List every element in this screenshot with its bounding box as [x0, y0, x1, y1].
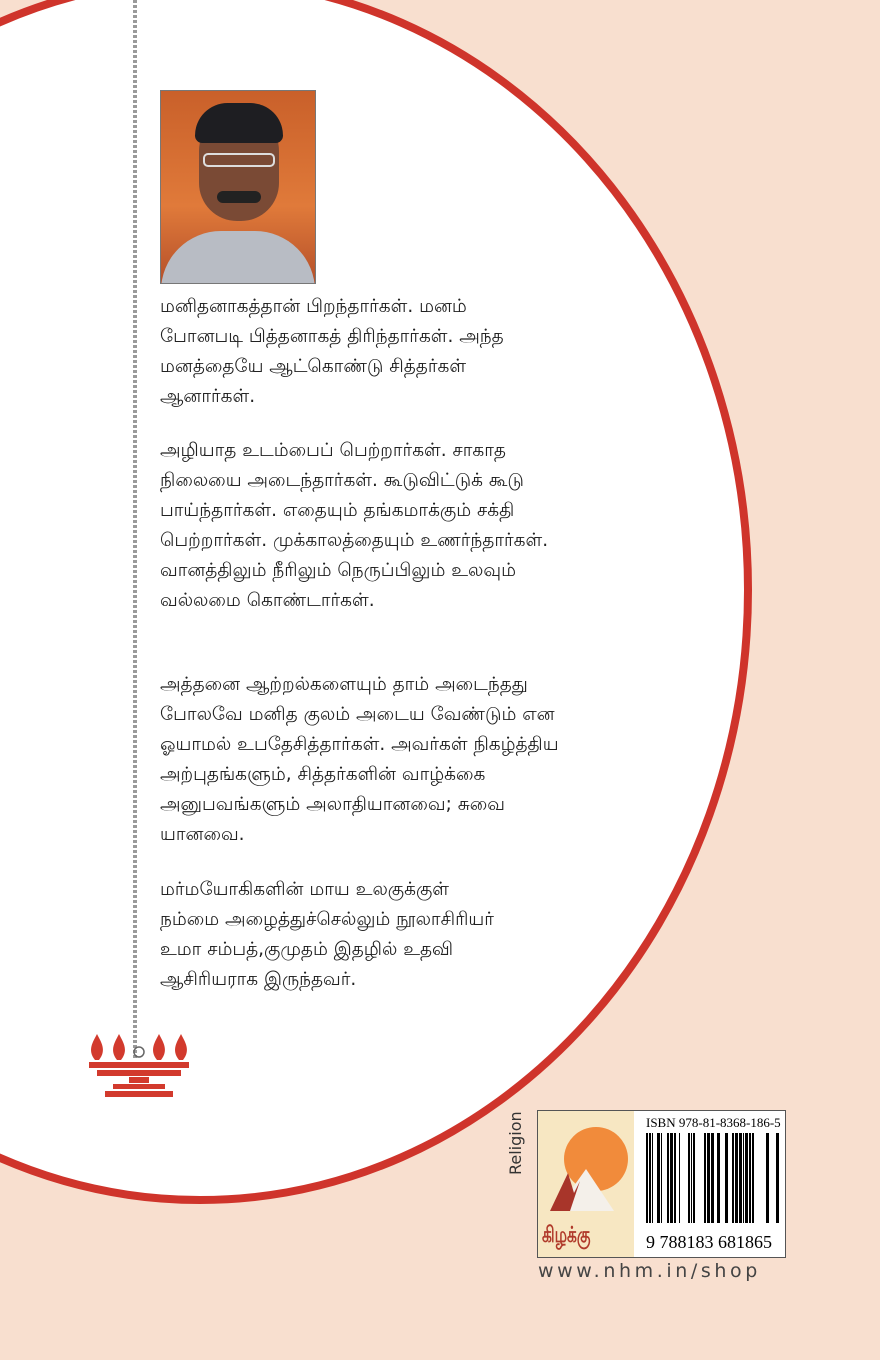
barcode-digits: 9 788183 681865	[646, 1232, 772, 1252]
category-label: Religion	[506, 1111, 525, 1175]
barcode-bar	[657, 1133, 660, 1223]
barcode-bar	[670, 1133, 673, 1223]
text-line: மனிதனாகத்தான் பிறந்தார்கள். மனம்	[160, 296, 467, 317]
text-line: ஆசிரியராக இருந்தவர்.	[160, 969, 357, 990]
text-line: வானத்திலும் நீரிலும் நெருப்பிலும் உலவும்	[160, 560, 516, 581]
barcode-bar	[688, 1133, 690, 1223]
barcode-bar	[693, 1133, 695, 1223]
text-line: வல்லமை கொண்டார்கள்.	[160, 590, 375, 611]
barcode-bar	[707, 1133, 710, 1223]
paragraph-4	[160, 875, 710, 995]
text-line: நிலையை அடைந்தார்கள். கூடுவிட்டுக் கூடு	[160, 470, 524, 491]
isbn-barcode-box	[537, 1110, 786, 1258]
publisher-logo-text: கிழக்கு	[542, 1223, 591, 1248]
barcode-bar	[667, 1133, 669, 1223]
isbn-label: ISBN 978-81-8368-186-5	[646, 1115, 781, 1130]
oil-lamp-icon	[85, 1030, 195, 1100]
author-photo	[160, 90, 316, 284]
barcode-bar	[674, 1133, 676, 1223]
text-line: உமா சம்பத்,குமுதம் இதழில் உதவி	[160, 939, 454, 960]
barcode-bar	[745, 1133, 748, 1223]
barcode-bar	[649, 1133, 651, 1223]
barcode-bar	[739, 1133, 742, 1223]
barcode-bar	[752, 1133, 754, 1223]
barcode-bar	[735, 1133, 738, 1223]
text-line: யானவை.	[160, 824, 245, 845]
text-line: ஓயாமல் உபதேசித்தார்கள். அவர்கள் நிகழ்த்திய	[160, 734, 559, 755]
text-line: நம்மை அழைத்துச்செல்லும் நூலாசிரியர்	[160, 909, 494, 930]
text-line: அனுபவங்களும் அலாதியானவை; சுவை	[160, 794, 505, 815]
barcode-bar	[646, 1133, 648, 1223]
barcode-bar	[766, 1133, 769, 1223]
lamp-chain	[133, 0, 137, 1058]
barcode-bar	[776, 1133, 779, 1223]
barcode-bar	[743, 1133, 744, 1223]
text-line: பெற்றார்கள். முக்காலத்தையும் உணர்ந்தார்கள்.	[160, 530, 549, 551]
barcode-bar	[725, 1133, 728, 1223]
barcode-bar	[711, 1133, 714, 1223]
text-line: பாய்ந்தார்கள். எதையும் தங்கமாக்கும் சக்தி	[160, 500, 515, 521]
text-line: போலவே மனித குலம் அடைய வேண்டும் என	[160, 704, 555, 725]
paragraph-2	[160, 436, 710, 616]
text-line: ஆனார்கள்.	[160, 386, 256, 407]
text-line: அற்புதங்களும், சித்தர்களின் வாழ்க்கை	[160, 764, 486, 785]
barcode-bar	[679, 1133, 680, 1223]
text-line: அழியாத உடம்பைப் பெற்றார்கள். சாகாத	[160, 440, 506, 461]
paragraph-1	[160, 292, 710, 412]
barcode-bar	[717, 1133, 720, 1223]
barcode-bar	[704, 1133, 706, 1223]
text-line: மனத்தையே ஆட்கொண்டு சித்தர்கள்	[160, 356, 467, 377]
text-line: போனபடி பித்தனாகத் திரிந்தார்கள். அந்த	[160, 326, 504, 347]
barcode-bar	[691, 1133, 692, 1223]
barcode-bar	[749, 1133, 751, 1223]
text-line: அத்தனை ஆற்றல்களையும் தாம் அடைந்தது	[160, 674, 528, 695]
barcode-bar	[652, 1133, 653, 1223]
website-url: www.nhm.in/shop	[538, 1260, 761, 1282]
text-line: மர்மயோகிகளின் மாய உலகுக்குள்	[160, 879, 449, 900]
publisher-logo	[538, 1111, 634, 1257]
barcode-bar	[661, 1133, 662, 1223]
barcode-bar	[732, 1133, 734, 1223]
barcode	[646, 1133, 780, 1231]
paragraph-3	[160, 670, 710, 850]
